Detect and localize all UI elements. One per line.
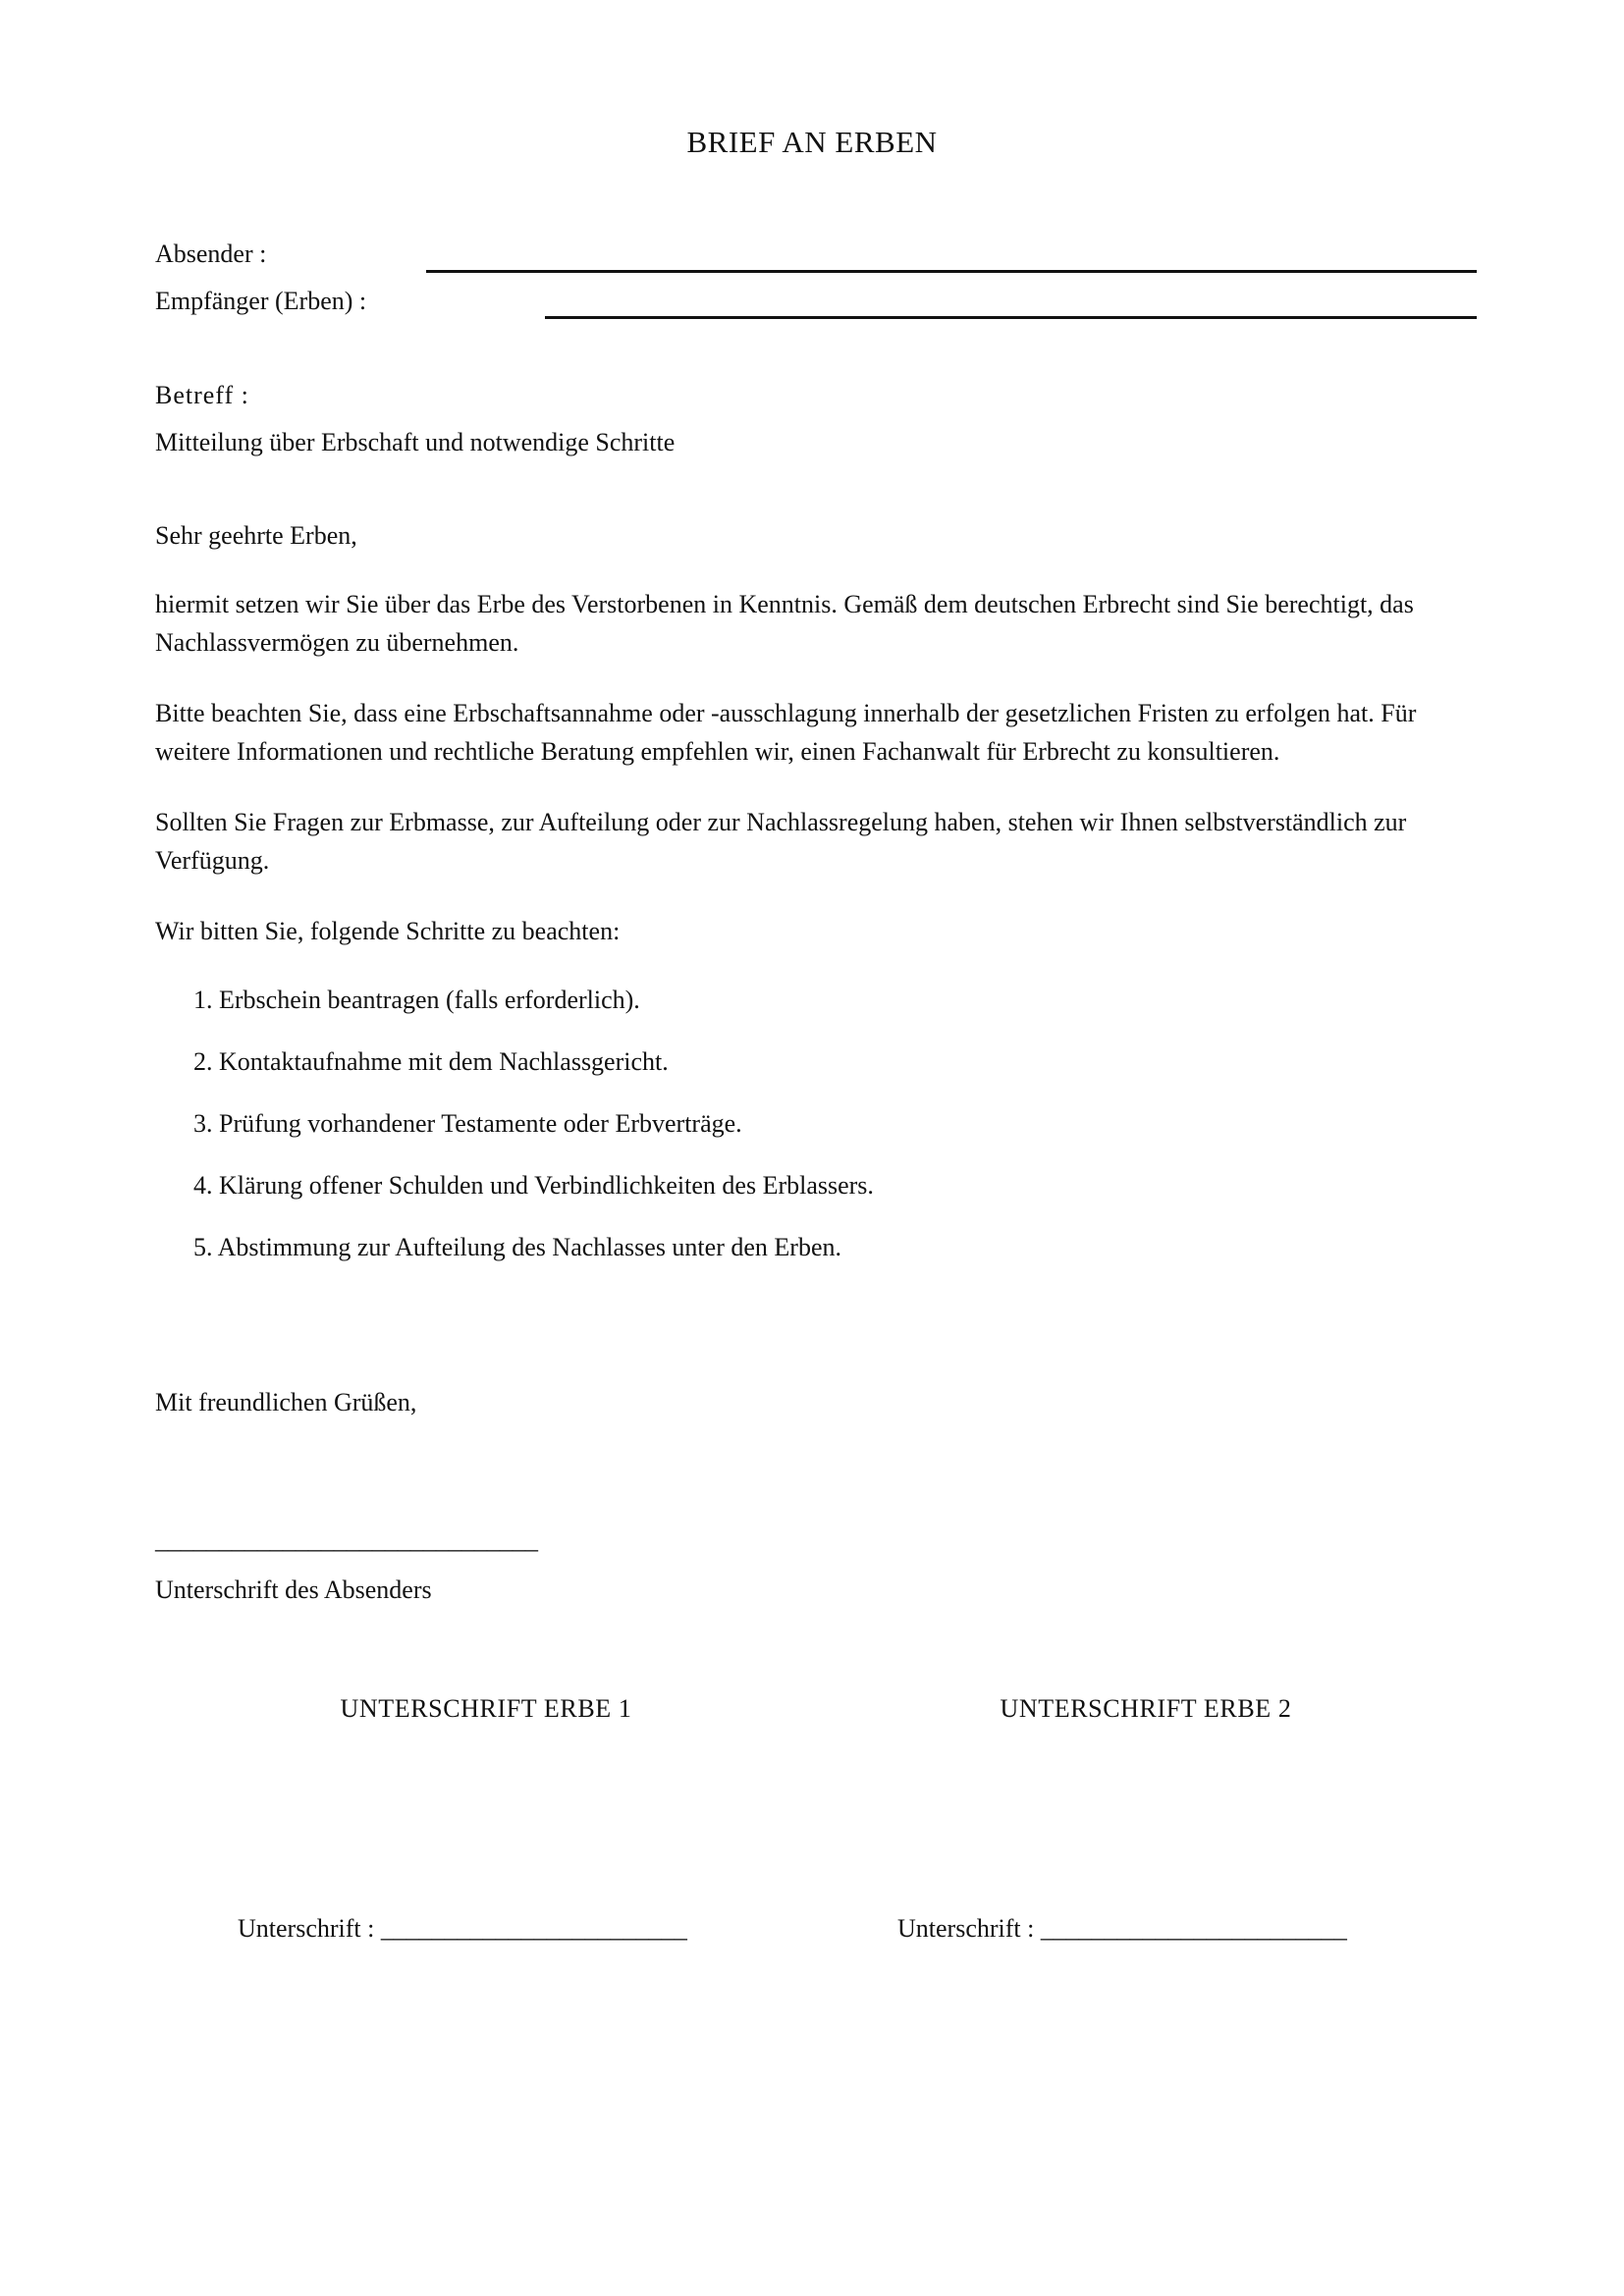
heir2-signature-field[interactable]: Unterschrift : ________________________: [897, 1914, 1347, 1943]
recipient-label: Empfänger (Erben) :: [155, 287, 367, 315]
heir1-signature-field[interactable]: Unterschrift : ________________________: [238, 1914, 687, 1943]
heir1-heading: UNTERSCHRIFT ERBE 1: [340, 1694, 632, 1723]
sender-label: Absender :: [155, 240, 267, 268]
salutation: Sehr geehrte Erben,: [155, 521, 357, 550]
body-paragraph-1: hiermit setzen wir Sie über das Erbe des Verstorbenen in Kenntnis. Gemäß dem deutschen Erbrecht sind Sie berechtigt, das Nachlassvermögen zu übernehmen.: [155, 590, 1414, 657]
body-paragraph-2: Bitte beachten Sie, dass eine Erbschaftsannahme oder -ausschlagung innerhalb der gesetzlichen Fristen zu erfolgen hat. Für weitere Informationen und rechtliche Beratung empfehlen wir, einen Fachanwalt für Erbrecht zu konsultieren.: [155, 699, 1417, 766]
body-paragraph-3: Sollten Sie Fragen zur Erbmasse, zur Aufteilung oder zur Nachlassregelung haben, stehen wir Ihnen selbstverständlich zur Verfügung.: [155, 808, 1407, 875]
list-item: 3. Prüfung vorhandener Testamente oder Erbverträge.: [193, 1109, 742, 1138]
list-item: 5. Abstimmung zur Aufteilung des Nachlasses unter den Erben.: [193, 1233, 841, 1261]
sender-signature-line[interactable]: ______________________________: [155, 1525, 538, 1554]
list-item: 4. Klärung offener Schulden und Verbindlichkeiten des Erblassers.: [193, 1171, 874, 1200]
document-title: BRIEF AN ERBEN: [686, 125, 938, 159]
recipient-field-line[interactable]: [545, 316, 1477, 319]
subject-text: Mitteilung über Erbschaft und notwendige Schritte: [155, 428, 676, 456]
sender-field-line[interactable]: [426, 270, 1477, 273]
closing: Mit freundlichen Grüßen,: [155, 1388, 417, 1416]
list-item: 2. Kontaktaufnahme mit dem Nachlassgericht.: [193, 1047, 669, 1076]
body-paragraph-4: Wir bitten Sie, folgende Schritte zu beachten:: [155, 917, 621, 945]
subject-label: Betreff :: [155, 381, 249, 409]
list-item: 1. Erbschein beantragen (falls erforderlich).: [193, 986, 640, 1014]
heir2-heading: UNTERSCHRIFT ERBE 2: [1000, 1694, 1292, 1723]
sender-signature-label: Unterschrift des Absenders: [155, 1575, 432, 1604]
